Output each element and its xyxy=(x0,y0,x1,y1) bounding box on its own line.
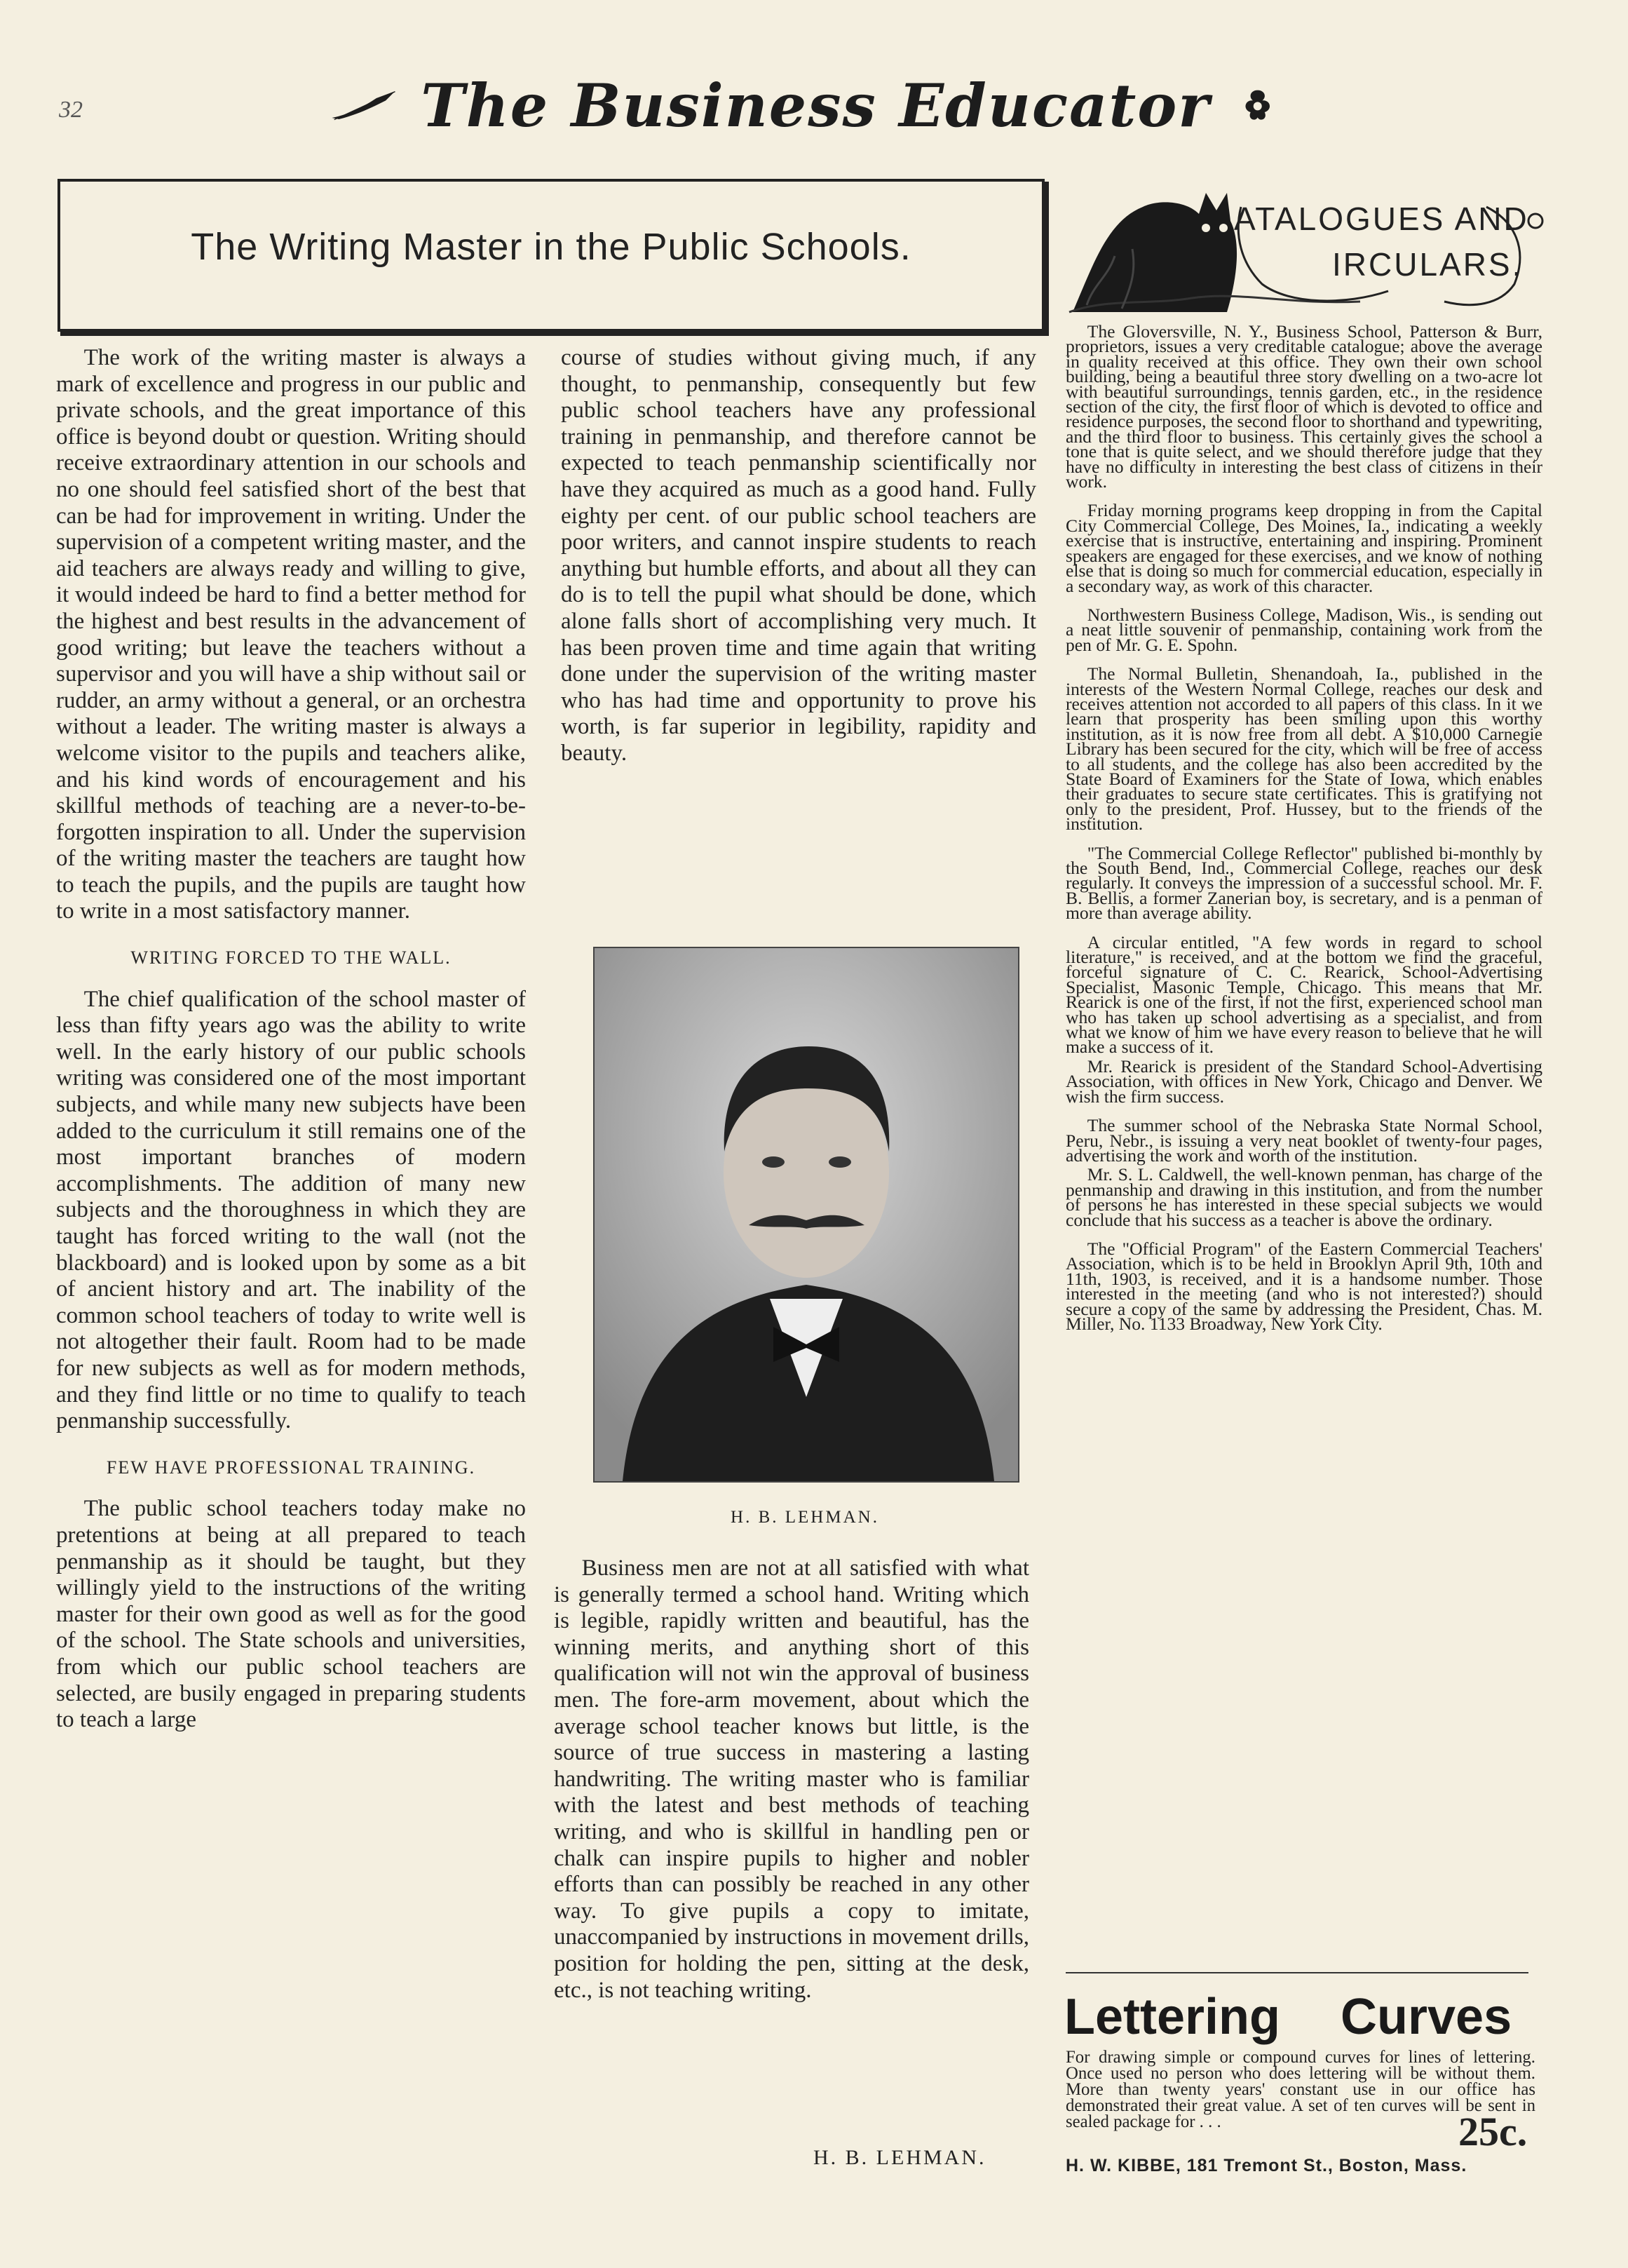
page-number: 32 xyxy=(59,97,83,123)
catalogue-item: Northwestern Business College, Madison, Wis., is sending out a neat little souvenir of penmanship, containing work from the pen of Mr. G. E. Spohn. xyxy=(1066,604,1542,655)
advert-title: Lettering Curves xyxy=(1064,1989,1512,2045)
article-column-2-continued xyxy=(554,1555,1029,2004)
ornament-icon xyxy=(1239,77,1276,133)
advert-price: 25c. xyxy=(1458,2109,1528,2154)
catalogue-item: The Normal Bulletin, Shenandoah, Ia., published in the interests of the Western Normal College, reaches our desk and receives attention not accorded to all papers of this class. In it we learn that prosperity has been smiling upon this worthy institution, as it is now free from all debt. A $10,000 Carnegie Library has been secured for the city, which will be free of access to all students, and the college has also been accredited by the State Board of Examiners for the State of Iowa, which enables their graduates to secure state certificates. This is gratifying not only to the president, Prof. Hussey, but to the friends of the institution. xyxy=(1066,663,1542,835)
catalogue-item: Mr. Rearick is president of the Standard School-Advertising Association, with offices in New York, Chicago and Denver. We wish the firm success. xyxy=(1066,1055,1542,1107)
article-paragraph: The public school teachers today make no pretentions at being at all prepared to teach penmanship as it should be taught, but they willingly yield to the instructions of the writing master for their own good as well as for the good of the school. The State schools and universities, from which our public school teachers are selected, are busily engaged in preparing students to teach a large xyxy=(56,1496,526,1733)
article-column-2 xyxy=(561,345,1036,767)
catalogue-item: The summer school of the Nebraska State Normal School, Peru, Nebr., is issuing a very neat booklet of twenty-four pages, advertising the work and worth of the institution. xyxy=(1066,1115,1542,1166)
catalogues-heading-line-2: IRCULARS. xyxy=(1332,246,1524,283)
quill-pen-icon xyxy=(330,81,400,130)
catalogue-item: The Gloversville, N. Y., Business School, Patterson & Burr, proprietors, issues a very creditable catalogue; above the average in quality received at this office. They own their own school building, being a beautiful three story dwelling on a two-acre lot with beautiful surroundings, tennis garden, etc., in the residence section of the city, the first floor of which is devoted to office and residence purposes, the second floor to shorthand and typewriting, and the third floor to business. This certainly gives the school a tone that is quite select, and we should therefore judge that they have no difficulty in interesting the best class of citizens in their work. xyxy=(1066,321,1542,492)
portrait-photo xyxy=(593,947,1019,1483)
divider xyxy=(1066,1972,1528,1973)
catalogue-item: Friday morning programs keep dropping in from the Capital City Commercial College, Des Moines, Ia., indicating a weekly exercise that is instructive, entertaining and inspiring. Prominent speakers are engaged for these exercises, and we know of nothing else that is doing so much for commercial education, especially in a secondary way, as work of this character. xyxy=(1066,500,1542,596)
article-paragraph: course of studies without giving much, if any thought, to penmanship, consequently but few public school teachers have any professional training in penmanship, and therefore cannot be expected to teach penmanship scientifically nor have they acquired as much as a good hand. Fully eighty per cent. of our public school teachers are poor writers, and cannot inspire students to reach anything but humble efforts, and about all they can do is to tell the pupil what should be done, which alone falls short of accomplishing very much. It has been proven time and time again that writing done under the supervision of the writing master who has had time and opportunity to prove his worth, is far superior in legibility, rapidity and beauty. xyxy=(561,345,1036,766)
catalogues-heading-line-1: ATALOGUES AND xyxy=(1234,201,1529,237)
masthead-title: The Business Educator xyxy=(421,70,1211,140)
portrait-caption: H. B. LEHMAN. xyxy=(731,1508,879,1527)
catalogue-item: "The Commercial College Reflector" published bi-monthly by the South Bend, Ind., Commercial College, reaches our desk regularly. It conveys the impression of a successful school. Mr. F. B. Bellis, a former Zanerian boy, is secretary, and is a penman of more than average ability. xyxy=(1066,842,1542,924)
article-subheading: WRITING FORCED TO THE WALL. xyxy=(130,947,452,968)
article-signature: H. B. LEHMAN. xyxy=(813,2146,986,2169)
catalogue-item: A circular entitled, "A few words in regard to school literature," is received, and at the bottom we find the graceful, forceful signature of C. C. Rearick, School-Advertising Specialist, Masonic Temple, Chicago. This means that Mr. Rearick is one of the first, if not the first, experienced school man who has taken up school advertising as a specialist, and from what we know of him we have every reason to believe that he will make a success of it. xyxy=(1066,931,1542,1058)
masthead xyxy=(330,63,1276,147)
catalogues-column xyxy=(1066,321,1542,1345)
article-column-1 xyxy=(56,345,526,1734)
feature-title-box xyxy=(57,179,1045,332)
catalogue-item: The "Official Program" of the Eastern Commercial Teachers' Association, which is to be held in Brooklyn April 9th, 10th and 11th, 1903, is received, and it is a handsome number. Those interested in the meeting (and who is not interested?) should secure a copy of the same by addressing the President, Chas. M. Miller, No. 1133 Broadway, New York City. xyxy=(1066,1238,1542,1334)
catalogue-item: Mr. S. L. Caldwell, the well-known penman, has charge of the penmanship and drawing in this institution, and from the number of persons he has interested in these special subjects we would conclude that his success as a teacher is above the ordinary. xyxy=(1066,1164,1542,1230)
article-subheading: FEW HAVE PROFESSIONAL TRAINING. xyxy=(106,1457,476,1478)
portrait-image xyxy=(595,948,1018,1481)
feature-title: The Writing Master in the Public Schools. xyxy=(191,226,911,268)
advert-body: For drawing simple or compound curves for lines of lettering. Once used no person who does lettering will be without them. More than twenty years' constant use in our office has demonstrated their great value. A set of ten curves will be sent in sealed package for . . . xyxy=(1066,2048,1535,2131)
advert-footer: H. W. KIBBE, 181 Tremont St., Boston, Mass. xyxy=(1066,2156,1467,2175)
article-paragraph: Business men are not at all satisfied with what is generally termed a school hand. Writing which is legible, rapidly written and beautiful, has the winning merits, and anything short of this qualification will not win the approval of business men. The fore-arm movement, about which the average school teacher knows but little, is the source of true success in mastering a lasting handwriting. The writing master who is familiar with the latest and best methods of teaching writing, and who is skillful in handling pen or chalk can inspire pupils to higher and nobler efforts than can possibly be reached in any other way. To give pupils a copy to imitate, unaccompanied by instructions in movement drills, position for holding the pen, sitting at the desk, etc., is not teaching writing. xyxy=(554,1555,1029,2003)
article-paragraph: The chief qualification of the school master of less than fifty years ago was the ability to write well. In the early history of our public schools writing was considered one of the most important subjects, and while many new subjects have been added to the curriculum it still remains one of the most important branches of modern accomplishments. The addition of many new subjects and the thoroughness in which they are taught has forced writing to the wall (not the blackboard) and is looked upon by some as a bit of ancient history and art. The inability of the common school teachers of today to write well is not altogether their fault. Room had to be made for new subjects as well as for modern methods, and they find little or no time to qualify to teach penmanship successfully. xyxy=(56,986,526,1434)
article-paragraph: The work of the writing master is always a mark of excellence and progress in our public and private schools, and the great importance of this office is beyond doubt or question. Writing should receive extraordinary attention in our schools and no one should feel satisfied short of the best that can be had for improvement in writing. Under the supervision of a competent writing master, and the aid teachers are always ready and willing to give, it would indeed be hard to find a better method for the highest and best results in the advancement of good writing; but leave the teachers without a supervisor and you will have a ship without sail or rudder, an army without a general, or an orchestra without a leader. The writing master is always a welcome visitor to the pupils and teachers alike, and his kind words of encouragement and his skillful methods of teaching are a never-to-be-forgotten inspiration to all. Under the supervision of the writing master the teachers are taught how to teach the pupils, and the pupils are taught how to write in a most satisfactory manner. xyxy=(56,345,526,924)
